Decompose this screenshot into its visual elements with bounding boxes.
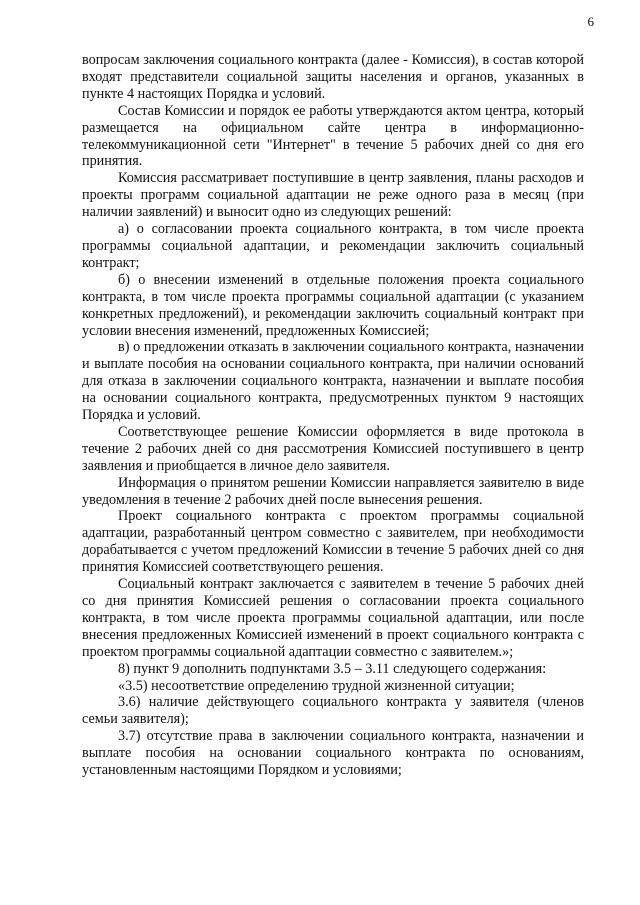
- paragraph-5: б) о внесении изменений в отдельные положения проекта социального контракта, в том числе проекта программы социальной адаптации (с указанием конкретных предложений), и рекомендации заключить социальный контракт при условии внесения изменений, предложенных Комиссией;: [82, 271, 584, 339]
- paragraph-14: 3.7) отсутствие права в заключении социального контракта, назначении и выплате пособия на основании социального контракта по основаниям, установленным настоящими Порядком и условиями;: [82, 728, 584, 779]
- paragraph-6: в) о предложении отказать в заключении социального контракта, назначении и выплате пособия на основании социального контракта, при наличии оснований для отказа в заключении социального контракта, назначении и выплате пособия на основании социального контракта, предусмотренных пунктом 9 настоящих Порядка и условий.: [82, 339, 584, 424]
- page-number: 6: [587, 14, 594, 29]
- paragraph-12: «3.5) несоответствие определению трудной жизненной ситуации;: [118, 677, 515, 694]
- paragraph-4: а) о согласовании проекта социального контракта, в том числе проекта программы социальной адаптации, и рекомендации заключить социальный контракт;: [82, 221, 584, 271]
- paragraph-13: 3.6) наличие действующего социального контракта у заявителя (членов семьи заявителя);: [82, 694, 584, 728]
- paragraph-7: Соответствующее решение Комиссии оформляется в виде протокола в течение 2 рабочих дней со дня рассмотрения Комиссией поступившего в центр заявления и приобщается в личное дело заявителя.: [82, 423, 584, 474]
- paragraph-3: Комиссия рассматривает поступившие в центр заявления, планы расходов и проекты программ социальной адаптации не реже одного раза в месяц (при наличии заявлений) и выносит одно из следующих решений:: [82, 170, 584, 221]
- paragraph-11: 8) пункт 9 дополнить подпунктами 3.5 – 3.11 следующего содержания:: [118, 660, 547, 677]
- paragraph-10: Социальный контракт заключается с заявителем в течение 5 рабочих дней со дня принятия Комиссией решения о согласовании проекта социального контракта, в том числе проекта программы социальной адаптации, или после внесения предложенных Комиссией изменений в проект социального контракта с проектом программы социальной адаптации совместно с заявителем.»;: [82, 576, 584, 660]
- paragraph-9: Проект социального контракта с проектом программы социальной адаптации, разработанный центром совместно с заявителем, при необходимости дорабатывается с учетом предложений Комиссии в течение 5 рабочих дней со дня принятия Комиссией соответствующего решения.: [82, 508, 584, 576]
- paragraph-2: Состав Комиссии и порядок ее работы утверждаются актом центра, который размещается на официальном сайте центра в информационно-телекоммуникационной сети "Интернет" в течение 5 рабочих дней со дня его принятия.: [82, 102, 584, 170]
- document-body: [82, 52, 584, 779]
- paragraph-8: Информация о принятом решении Комиссии направляется заявителю в виде уведомления в течение 2 рабочих дней после вынесения решения.: [82, 474, 584, 508]
- paragraph-1: вопросам заключения социального контракта (далее - Комиссия), в состав которой входят представители социальной защиты населения и органов, указанных в пункте 4 настоящих Порядка и условий.: [82, 52, 584, 102]
